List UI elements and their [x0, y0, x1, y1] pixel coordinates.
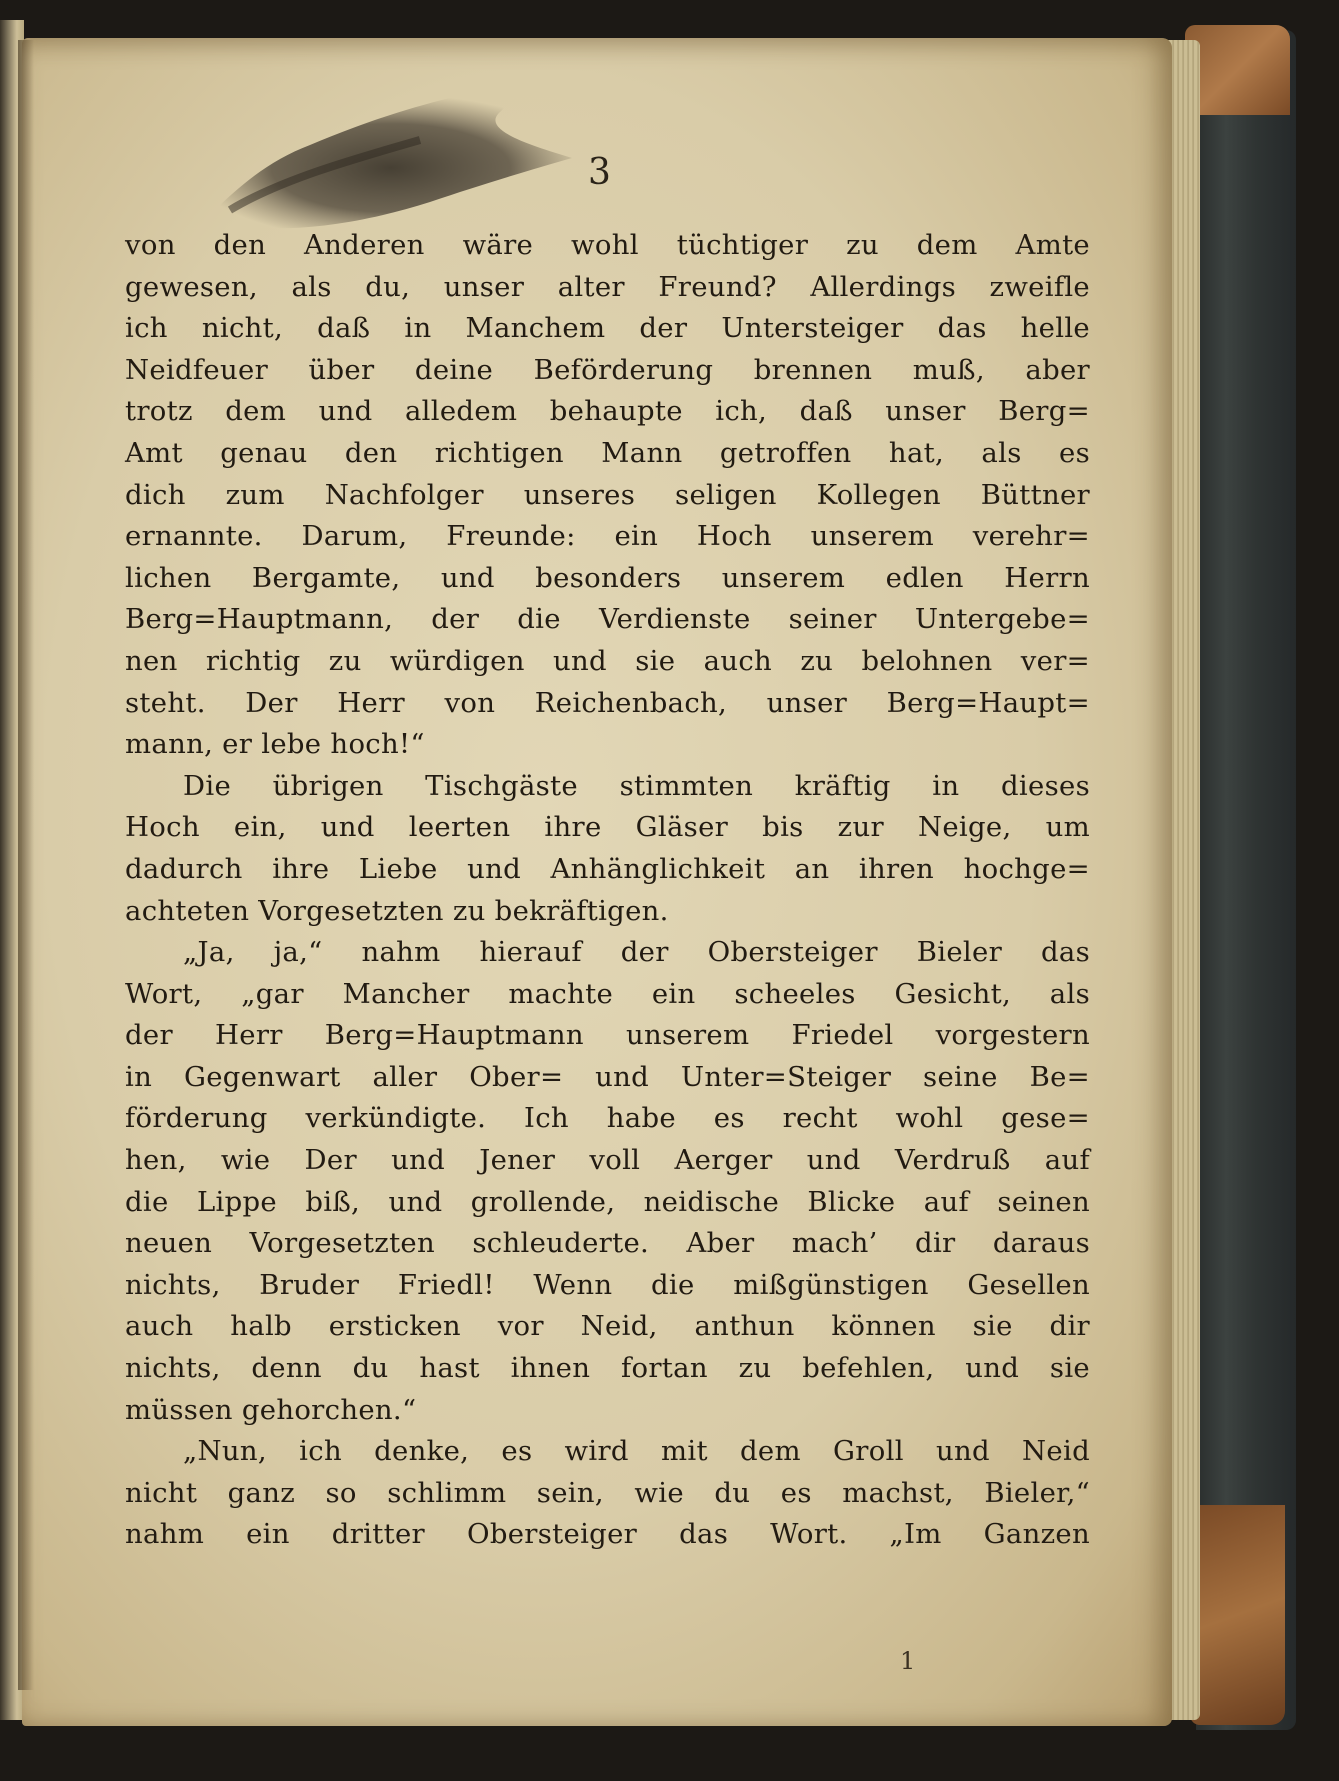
text-line: neuen Vorgesetzten schleuderte. Aber mach’ dir daraus — [125, 1227, 1090, 1260]
text-line: nichts, denn du hast ihnen fortan zu befehlen, und sie — [125, 1352, 1090, 1385]
book-cover — [1196, 30, 1296, 1730]
text-line: nen richtig zu würdigen und sie auch zu belohnen ver= — [125, 644, 1090, 677]
text-line: gewesen, als du, unser alter Freund? Allerdings zweifle — [125, 270, 1090, 303]
leather-corner-bottom — [1190, 1505, 1285, 1725]
text-line: dadurch ihre Liebe und Anhänglichkeit an ihren hochge= — [125, 852, 1090, 885]
text-line: nichts, Bruder Friedl! Wenn die mißgünstigen Gesellen — [125, 1268, 1090, 1301]
text-line: die Lippe biß, und grollende, neidische Blicke auf seinen — [125, 1185, 1090, 1218]
text-line: Wort, „gar Mancher machte ein scheeles Gesicht, als — [125, 977, 1090, 1010]
text-line: von den Anderen wäre wohl tüchtiger zu dem Amte — [125, 229, 1090, 261]
text-line: förderung verkündigte. Ich habe es recht wohl gese= — [125, 1102, 1090, 1135]
text-line: in Gegenwart aller Ober= und Unter=Steiger seine Be= — [125, 1060, 1090, 1093]
text-line: Neidfeuer über deine Beförderung brennen muß, aber — [125, 353, 1090, 386]
text-line: lichen Bergamte, und besonders unserem edlen Herrn — [125, 561, 1090, 594]
text-line: mann, er lebe hoch!“ — [125, 728, 425, 761]
text-line: ich nicht, daß in Manchem der Untersteiger das helle — [125, 312, 1090, 345]
text-line: Berg=Hauptmann, der die Verdienste seiner Untergebe= — [125, 603, 1090, 636]
text-line: nahm ein dritter Obersteiger das Wort. „Im Ganzen — [125, 1518, 1090, 1551]
leather-corner-top — [1185, 25, 1290, 115]
text-line: trotz dem und alledem behaupte ich, daß unser Berg= — [125, 395, 1090, 428]
text-line: der Herr Berg=Hauptmann unserem Friedel vorgestern — [125, 1019, 1090, 1052]
text-line: achteten Vorgesetzten zu bekräftigen. — [125, 894, 669, 927]
page-gutter — [18, 40, 34, 1690]
text-line: Hoch ein, und leerten ihre Gläser bis zur Neige, um — [125, 811, 1090, 844]
text-line: nicht ganz so schlimm sein, wie du es machst, Bieler,“ — [125, 1476, 1090, 1509]
signature-mark: 1 — [900, 1647, 916, 1675]
page-number: 3 — [588, 152, 611, 193]
text-line: ernannte. Darum, Freunde: ein Hoch unserem verehr= — [125, 520, 1090, 553]
text-line: hen, wie Der und Jener voll Aerger und Verdruß auf — [125, 1144, 1090, 1177]
text-line: müssen gehorchen.“ — [125, 1393, 417, 1426]
body-text — [125, 225, 1090, 1556]
text-line: „Ja, ja,“ nahm hierauf der Obersteiger Bieler das — [183, 936, 1090, 969]
text-line: Amt genau den richtigen Mann getroffen hat, als es — [125, 436, 1090, 469]
text-line: dich zum Nachfolger unseres seligen Kollegen Büttner — [125, 478, 1090, 511]
text-line: „Nun, ich denke, es wird mit dem Groll und Neid — [183, 1435, 1090, 1468]
ink-smudge — [200, 90, 580, 230]
text-line: Die übrigen Tischgäste stimmten kräftig in dieses — [183, 769, 1090, 802]
text-line: steht. Der Herr von Reichenbach, unser Berg=Haupt= — [125, 686, 1090, 719]
text-line: auch halb ersticken vor Neid, anthun können sie dir — [125, 1310, 1090, 1343]
